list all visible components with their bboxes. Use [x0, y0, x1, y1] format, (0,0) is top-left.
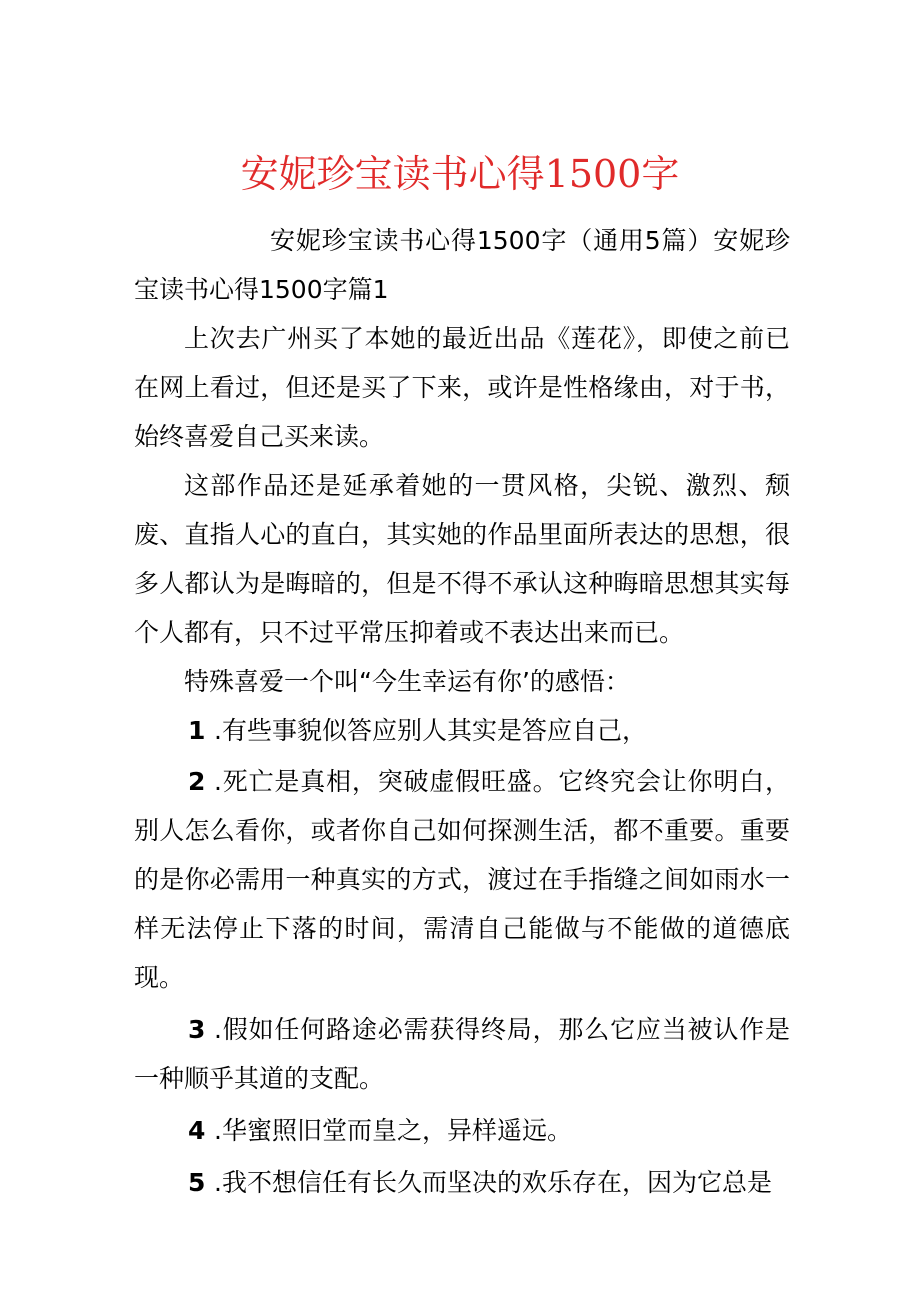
paragraph-2: 这部作品还是延承着她的一贯风格，尖锐、激烈、颓废、直指人心的直白，其实她的作品里面所表达的思想，很多人都认为是晦暗的，但是不得不承认这种晦暗思想其实每个人都有，只不过平常压抑着或不表达出来而已。	[134, 471, 790, 647]
list-item-number: 3	[188, 1015, 206, 1044]
list-item-5	[134, 1158, 790, 1207]
list-item-3	[134, 1005, 790, 1103]
list-item-number: 4	[188, 1116, 206, 1145]
list-item-text: .有些事貌似答应别人其实是答应自己，	[214, 716, 647, 745]
paragraph-3: 特殊喜爱一个叫“今生幸运有你’的感悟：	[184, 667, 630, 696]
list-item-1	[134, 706, 790, 755]
list-item-4	[134, 1106, 790, 1155]
list-item-text: .华蜜照旧堂而皇之，异样遥远。	[214, 1116, 572, 1145]
list-item-text: .死亡是真相，突破虚假旺盛。它终究会让你明白，别人怎么看你，或者你自己如何探测生活，都不重要。重要的是你必需用一种真实的方式，渡过在手指缝之间如雨水一样无法停止下落的时间，需清自己能做与不能做的道德底现。	[134, 767, 790, 992]
list-item-text: .我不想信任有长久而坚决的欢乐存在，因为它总是	[214, 1168, 772, 1197]
list-item-number: 5	[188, 1168, 206, 1197]
document-body	[134, 216, 790, 1207]
document-subtitle: 安妮珍宝读书心得1500字（通用5篇）安妮珍宝读书心得1500字篇1	[134, 226, 790, 304]
document-title: 安妮珍宝读书心得1500字	[240, 152, 680, 196]
list-item-number: 1	[188, 716, 206, 745]
list-item-2	[134, 757, 790, 1002]
list-item-text: .假如任何路途必需获得终局，那么它应当被认作是一种顺乎其道的支配。	[134, 1015, 790, 1093]
list-item-number: 2	[188, 767, 206, 796]
paragraph-1: 上次去广州买了本她的最近出品《莲花》，即使之前已在网上看过，但还是买了下来，或许是性格缘由，对于书，始终喜爱自己买来读。	[134, 324, 790, 451]
